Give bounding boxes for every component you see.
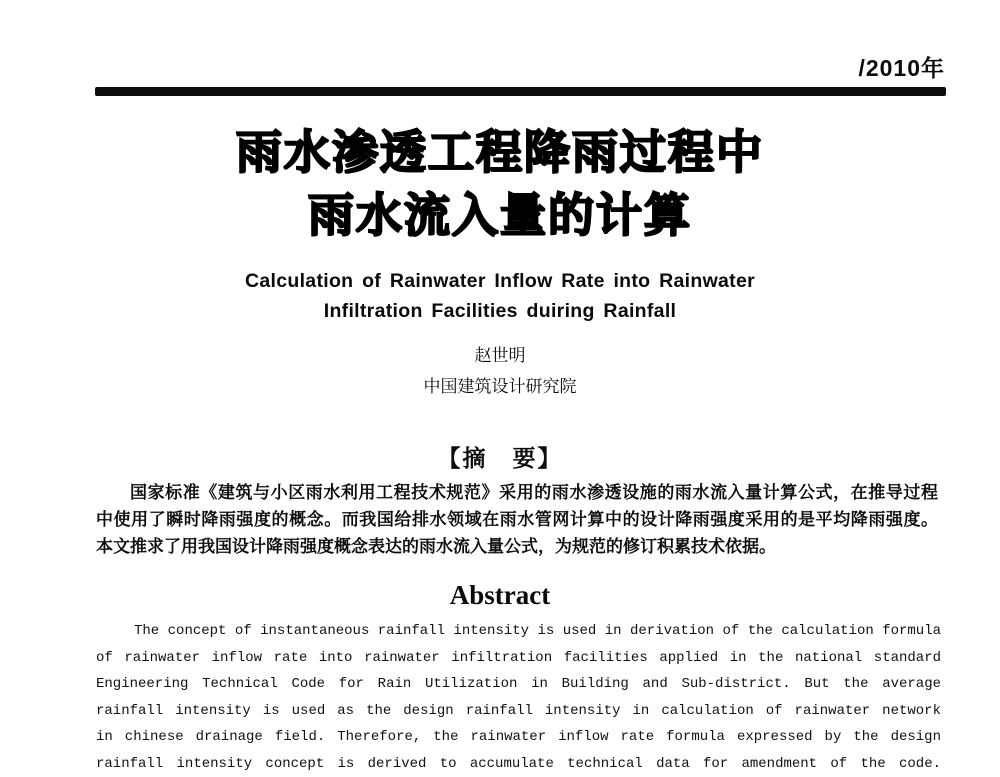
abstract-chinese-paragraph	[96, 479, 938, 560]
author-affiliation: 中国建筑设计研究院	[0, 372, 1000, 397]
paper-title-chinese	[0, 121, 1000, 247]
abstract-english-line: Engineering Technical Code for Rain Utilization in Building and Sub-district. But the average	[96, 671, 941, 698]
author-name: 赵世明	[0, 341, 1000, 366]
abstract-english-line: of rainwater inflow rate into rainwater infiltration facilities applied in the national standard	[96, 645, 941, 672]
abstract-chinese-heading: 【摘 要】	[0, 440, 1000, 473]
abstract-chinese-line: 中使用了瞬时降雨强度的概念。而我国给排水领域在雨水管网计算中的设计降雨强度采用的是平均降雨强度。	[96, 506, 938, 533]
abstract-english-paragraph	[96, 618, 941, 777]
abstract-english-line: in chinese drainage field. Therefore, the rainwater inflow rate formula expressed by the design	[96, 724, 941, 751]
abstract-chinese-line: 本文推求了用我国设计降雨强度概念表达的雨水流入量公式，为规范的修订积累技术依据。	[96, 533, 938, 560]
paper-title-chinese-line2: 雨水流入量的计算	[0, 184, 1000, 247]
abstract-english-line: rainfall intensity concept is derived to accumulate technical data for amendment of the code.	[96, 751, 941, 777]
paper-title-chinese-line1: 雨水渗透工程降雨过程中	[0, 121, 1000, 184]
abstract-english-line: rainfall intensity is used as the design rainfall intensity in calculation of rainwater network	[96, 698, 941, 725]
journal-year-label: /2010年	[858, 50, 945, 83]
abstract-english-heading: Abstract	[0, 580, 1000, 611]
paper-title-english	[0, 266, 1000, 326]
abstract-english-line: The concept of instantaneous rainfall intensity is used in derivation of the calculation formula	[96, 618, 941, 645]
paper-title-english-line1: Calculation of Rainwater Inflow Rate into Rainwater	[0, 266, 1000, 296]
header-rule	[95, 87, 946, 96]
abstract-chinese-line: 国家标准《建筑与小区雨水利用工程技术规范》采用的雨水渗透设施的雨水流入量计算公式，在推导过程	[96, 479, 938, 506]
paper-title-english-line2: Infiltration Facilities duiring Rainfall	[0, 296, 1000, 326]
